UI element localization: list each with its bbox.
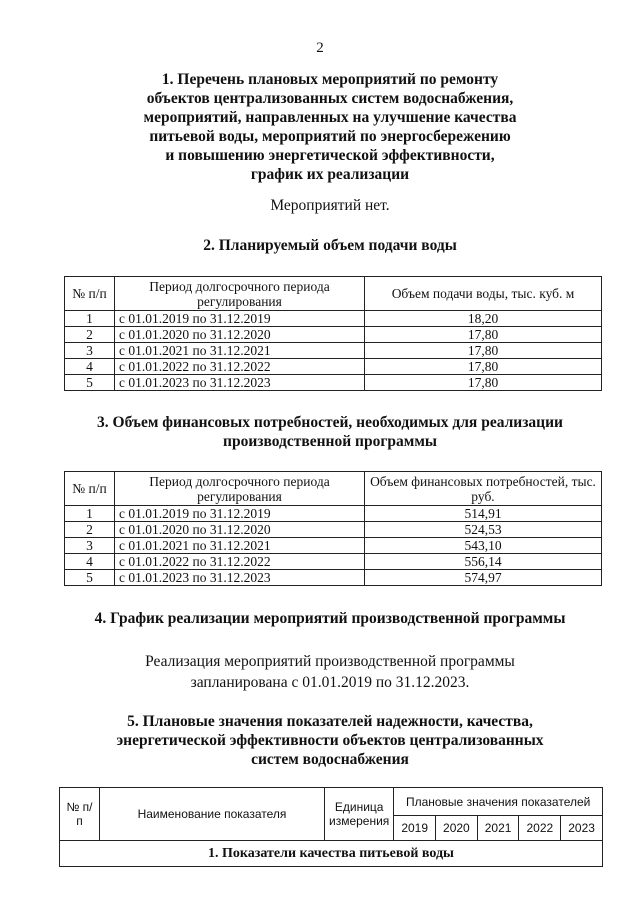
- section-3-title-line: производственной программы: [223, 433, 437, 450]
- row-value: 17,80: [365, 375, 602, 391]
- section-3-title: [40, 413, 620, 451]
- financial-needs-table: [64, 471, 602, 586]
- section-1-title-line: график их реализации: [250, 166, 410, 183]
- row-period: с 01.01.2020 по 31.12.2020: [115, 327, 365, 343]
- row-period: с 01.01.2021 по 31.12.2021: [115, 538, 365, 554]
- section-3-title-line: 3. Объем финансовых потребностей, необходимых для реализации: [97, 414, 563, 431]
- section-1-title-line: питьевой воды, мероприятий по энергосбережению: [149, 128, 511, 145]
- col-header-planned: Плановые значения показателей: [394, 788, 603, 816]
- col-header-num: № п/п: [65, 472, 115, 506]
- row-value: 18,20: [365, 311, 602, 327]
- section-2-title: 2. Планируемый объем подачи воды: [203, 237, 457, 254]
- table-row: [65, 522, 602, 538]
- row-period: с 01.01.2023 по 31.12.2023: [115, 375, 365, 391]
- col-header-period: Период долгосрочного периода регулирования: [115, 277, 365, 311]
- row-value: 574,97: [365, 570, 602, 586]
- col-header-year: 2020: [436, 816, 478, 841]
- row-value: 17,80: [365, 359, 602, 375]
- indicators-table: [59, 787, 603, 867]
- table-header-row: [60, 788, 603, 816]
- supply-volume-table: [64, 276, 602, 391]
- table-header-row: [65, 277, 602, 311]
- row-num: 3: [65, 538, 115, 554]
- col-header-year: 2019: [394, 816, 436, 841]
- table-row: [65, 311, 602, 327]
- section-1-title: [60, 70, 600, 184]
- row-period: с 01.01.2019 по 31.12.2019: [115, 506, 365, 522]
- col-header-num: № п/п: [65, 277, 115, 311]
- col-header-period: Период долгосрочного периода регулирования: [115, 472, 365, 506]
- row-num: 4: [65, 359, 115, 375]
- col-header-year: 2022: [519, 816, 561, 841]
- col-header-year: 2023: [561, 816, 603, 841]
- section-5-title-line: систем водоснабжения: [251, 751, 409, 768]
- row-num: 5: [65, 570, 115, 586]
- row-value: 524,53: [365, 522, 602, 538]
- section-4-text: [60, 651, 600, 693]
- row-value: 514,91: [365, 506, 602, 522]
- row-value: 17,80: [365, 343, 602, 359]
- section-1-title-line: 1. Перечень плановых мероприятий по ремонту: [161, 71, 499, 88]
- row-period: с 01.01.2022 по 31.12.2022: [115, 554, 365, 570]
- section-row-label: 1. Показатели качества питьевой воды: [60, 841, 603, 867]
- col-header-value: Объем финансовых потребностей, тыс. руб.: [365, 472, 602, 506]
- section-1-title-line: мероприятий, направленных на улучшение качества: [143, 109, 517, 126]
- table-section-row: [60, 841, 603, 867]
- col-header-value: Объем подачи воды, тыс. куб. м: [365, 277, 602, 311]
- row-value: 556,14: [365, 554, 602, 570]
- row-num: 2: [65, 327, 115, 343]
- table-row: [65, 506, 602, 522]
- row-value: 543,10: [365, 538, 602, 554]
- page-number: 2: [316, 40, 324, 56]
- section-1-title-line: объектов централизованных систем водоснабжения,: [146, 90, 514, 107]
- row-num: 2: [65, 522, 115, 538]
- row-period: с 01.01.2022 по 31.12.2022: [115, 359, 365, 375]
- row-value: 17,80: [365, 327, 602, 343]
- section-4-text-line: запланирована с 01.01.2019 по 31.12.2023.: [190, 674, 470, 691]
- table-header-row: [65, 472, 602, 506]
- col-header-name: Наименование показателя: [100, 788, 325, 841]
- row-num: 3: [65, 343, 115, 359]
- table-row: [65, 554, 602, 570]
- table-row: [65, 343, 602, 359]
- col-header-unit: Единица измерения: [325, 788, 394, 841]
- table-row: [65, 327, 602, 343]
- col-header-num: № п/п: [60, 788, 100, 841]
- row-num: 1: [65, 506, 115, 522]
- section-5-title-line: энергетической эффективности объектов централизованных: [116, 732, 544, 749]
- row-num: 5: [65, 375, 115, 391]
- table-row: [65, 359, 602, 375]
- section-4-title: 4. График реализации мероприятий производственной программы: [94, 610, 566, 627]
- section-1-text: Мероприятий нет.: [270, 197, 390, 214]
- row-num: 1: [65, 311, 115, 327]
- row-period: с 01.01.2021 по 31.12.2021: [115, 343, 365, 359]
- col-header-year: 2021: [477, 816, 519, 841]
- row-num: 4: [65, 554, 115, 570]
- table-row: [65, 538, 602, 554]
- row-period: с 01.01.2019 по 31.12.2019: [115, 311, 365, 327]
- table-row: [65, 570, 602, 586]
- section-1-title-line: и повышению энергетической эффективности,: [165, 147, 495, 164]
- section-5-title-line: 5. Плановые значения показателей надежности, качества,: [127, 713, 533, 730]
- section-5-title: [40, 712, 620, 769]
- row-period: с 01.01.2023 по 31.12.2023: [115, 570, 365, 586]
- table-row: [65, 375, 602, 391]
- section-4-text-line: Реализация мероприятий производственной программы: [145, 653, 515, 670]
- row-period: с 01.01.2020 по 31.12.2020: [115, 522, 365, 538]
